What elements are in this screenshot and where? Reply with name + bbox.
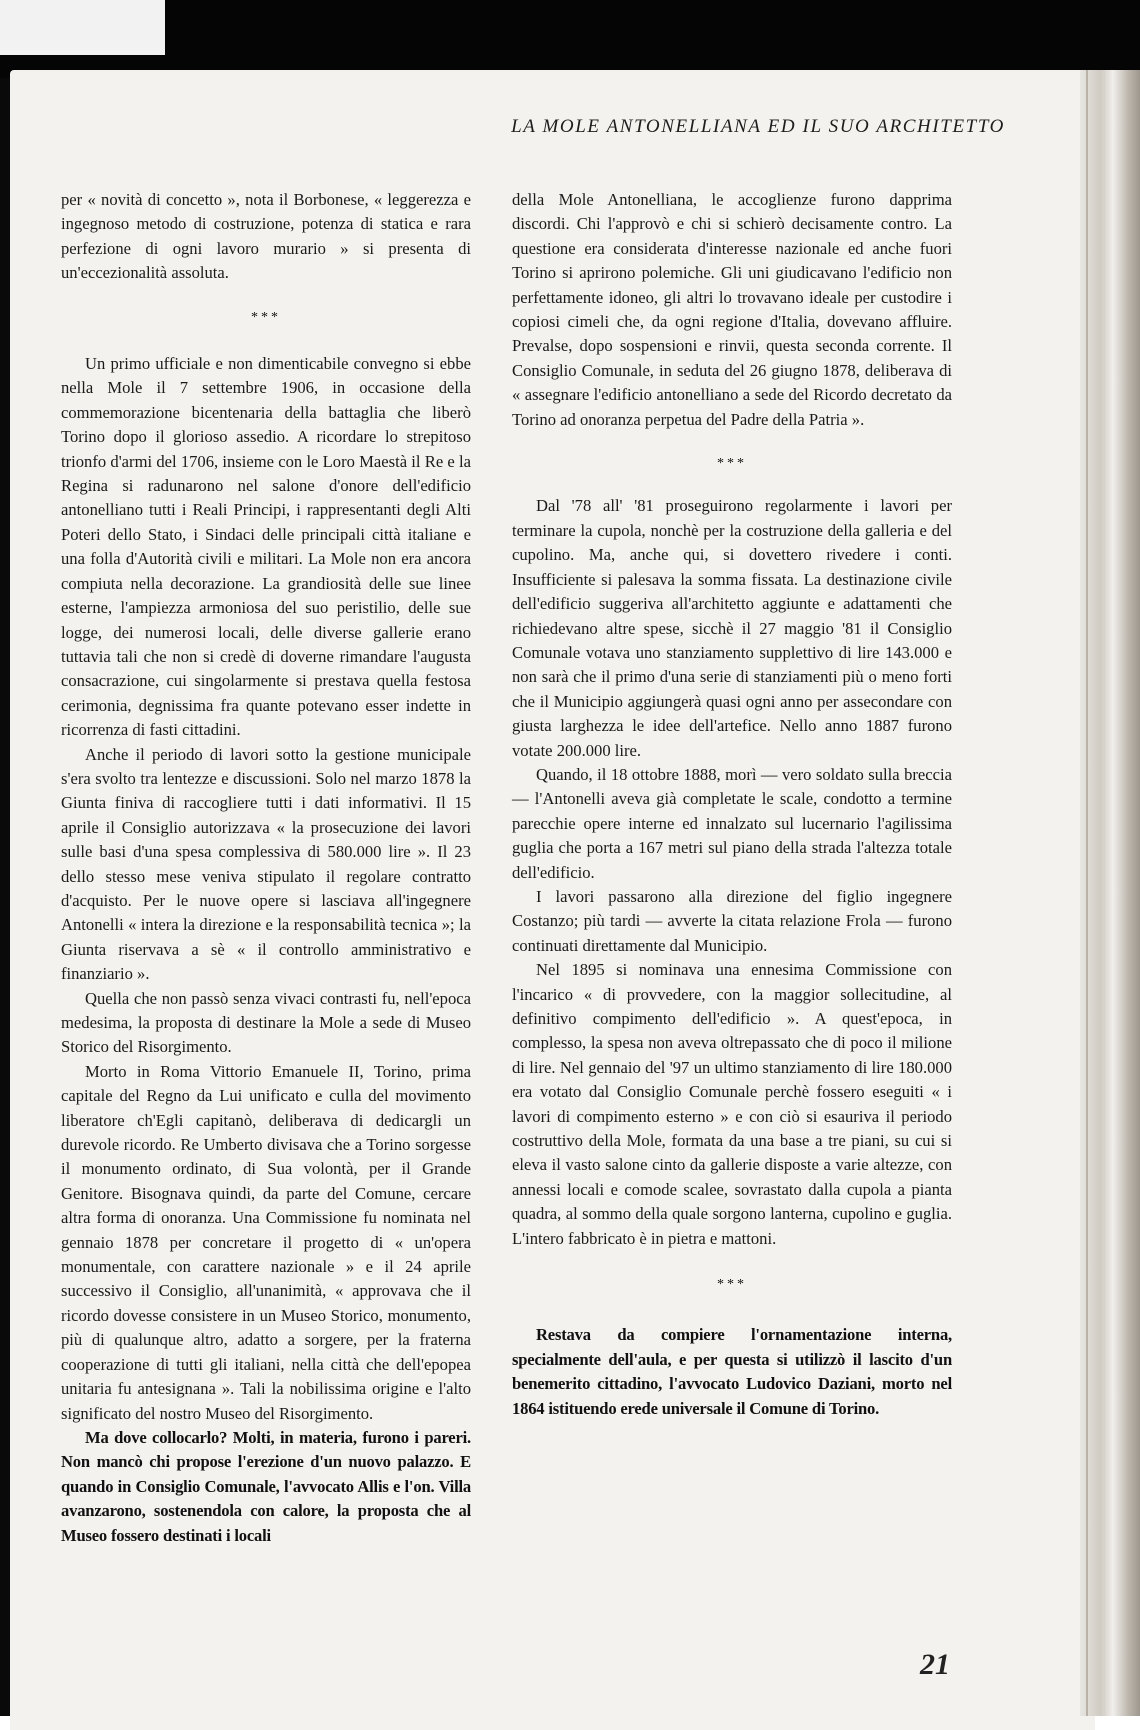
- paragraph: Quella che non passò senza vivaci contrasti fu, nell'epoca medesima, la proposta di destinare la Mole a sede di Museo Storico del Risorgimento.: [61, 988, 471, 1057]
- paragraph: Dal '78 all' '81 proseguirono regolarmente i lavori per terminare la cupola, nonchè per la costruzione della galleria e del cupolino. Ma, anche qui, si dovettero rivedere i conti. Insufficiente si palesava la somma fissata. La destinazione civile dell'edificio suggeriva all'architetto aggiunte e adattamenti che richiedevano altre spese, sicchè il 27 maggio '81 il Consiglio Comunale votava uno stanziamento supplettivo di lire 143.000 e non sarà che il primo d'una serie di stanziamenti più o meno forti che il Municipio aggiungerà quasi ogni anno per assecondare con giusta larghezza le idee dell'artefice. Nello anno 1887 furono votate 200.000 lire.: [512, 496, 952, 760]
- paragraph: Un primo ufficiale e non dimenticabile convegno si ebbe nella Mole il 7 settembre 1906, in occasione della commemorazione bicentenaria della battaglia che liberò Torino dopo il glorioso assedio. A ricordare lo strepitoso trionfo d'armi del 1706, insieme con le Loro Maestà il Re e la Regina si radunarono nel salone d'onore dell'edificio antonelliano tutti i Reali Principi, i rappresentanti degli Alti Poteri dello Stato, i Sindaci delle principali città italiane e una folla d'Autorità civili e militari. La Mole non era ancora compiuta nella decorazione. La grandiosità delle sue linee esterne, l'ampiezza armoniosa del suo peristilio, delle sue logge, dei numerosi locali, delle diverse gallerie erano tuttavia tali che non si credè di doverne rimandare l'augusta consacrazione, cui singolarmente si prestava quella festosa cerimonia, degnissima fra quante potevano esser indette in ricorrenza di fasti cittadini.: [61, 354, 471, 740]
- section-separator: ***: [717, 456, 747, 472]
- left-column: [61, 188, 471, 1548]
- scan-top-border: [0, 0, 1140, 78]
- scan-corner: [0, 0, 165, 55]
- paragraph: Restava da compiere l'ornamentazione interna, specialmente dell'aula, e per questa si utilizzò il lascito d'un benemerito cittadino, l'avvocato Ludovico Daziani, morto nel 1864 istituendo erede universale il Comune di Torino.: [512, 1325, 952, 1418]
- paragraph: della Mole Antonelliana, le accoglienze furono dapprima discordi. Chi l'approvò e chi si schierò decisamente contro. La questione era considerata d'interesse nazionale ed anche fuori Torino si aprirono polemiche. Gli uni giudicavano l'edificio non perfettamente idoneo, gli altri lo trovavano ideale per custodire i copiosi cimeli che, da ogni regione d'Italia, dovevano affluire. Prevalse, dopo sospensioni e rinvii, questa seconda corrente. Il Consiglio Comunale, in seduta del 26 giugno 1878, deliberava di « assegnare l'edificio antonelliano a sede del Ricordo decretato da Torino ad onoranza perpetua del Padre della Patria ».: [512, 190, 952, 429]
- book-spine-edge: [1080, 70, 1140, 1716]
- paragraph: Quando, il 18 ottobre 1888, morì — vero soldato sulla breccia — l'Antonelli aveva già completate le scale, condotto a termine parecchie opere interne ed innalzato sul lucernario l'agilissima guglia che porta a 167 metri sul piano della strada l'altezza totale dell'edificio.: [512, 764, 952, 882]
- paragraph: Morto in Roma Vittorio Emanuele II, Torino, prima capitale del Regno da Lui unificato e culla del movimento liberatore ch'Egli capitanò, deliberava di dedicargli un durevole ricordo. Re Umberto divisava che a Torino sorgesse il monumento ordinato, di Sua volontà, per il Grande Genitore. Bisognava quindi, da parte del Comune, cercare altra forma di onoranza. Una Commissione fu nominata nel gennaio 1878 per concretare il progetto di « un'opera monumentale, con carattere nazionale » e il 24 aprile successivo il Consiglio, all'unanimità, « approvava che il ricordo dovesse consistere in un Museo Storico, monumento, più di qualunque altro, adatto a sorgere, per la fraterna cooperazione di tutti gli italiani, nella città che dell'epopea unitaria fu antesignana ». Tali la nobilissima origine e l'alto significato del nostro Museo del Risorgimento.: [61, 1061, 471, 1423]
- page-number: 21: [920, 1648, 950, 1681]
- paragraph: per « novità di concetto », nota il Borbonese, « leggerezza e ingegnoso metodo di costruzione, potenza di statica e rara perfezione di ogni lavoro murario » si presenta di un'eccezionalità assoluta.: [61, 190, 471, 283]
- running-head: LA MOLE ANTONELLIANA ED IL SUO ARCHITETTO: [511, 116, 1005, 137]
- paragraph: Nel 1895 si nominava una ennesima Commissione con l'incarico « di provvedere, con la maggior sollecitudine, al definitivo compimento dell'edificio ». A quest'epoca, in complesso, la spesa non aveva oltrepassato che di poco il milione di lire. Nel gennaio del '97 un ultimo stanziamento di lire 180.000 era votato dal Consiglio Comunale perchè fossero eseguiti « i lavori di compimento esterno » e con ciò si esauriva il periodo costruttivo della Mole, formata da una base a tre piani, su cui si eleva il vasto salone cinto da gallerie disposte a varie altezze, con annessi locali e comode scalee, sovrastato dalla cupola a pianta quadra, al sommo della quale sorgono lanterna, cupolino e guglia. L'intero fabbricato è in pietra e mattoni.: [512, 960, 952, 1248]
- section-separator: ***: [717, 1277, 747, 1293]
- section-separator: ***: [251, 309, 281, 325]
- paragraph: Ma dove collocarlo? Molti, in materia, furono i pareri. Non mancò chi propose l'erezione d'un nuovo palazzo. E quando in Consiglio Comunale, l'avvocato Allis e l'on. Villa avanzarono, sostenendola con calore, la proposta che al Museo fossero destinati i locali: [61, 1427, 471, 1545]
- right-column: [512, 188, 952, 1421]
- paragraph: Anche il periodo di lavori sotto la gestione municipale s'era svolto tra lentezze e discussioni. Solo nel marzo 1878 la Giunta finiva di raccogliere tutti i dati informativi. Il 15 aprile il Consiglio autorizzava « la prosecuzione dei lavori sulle basi d'una spesa complessiva di 580.000 lire ». Il 23 dello stesso mese veniva stipulato il regolare contratto d'acquisto. Per le nuove opere si lasciava all'ingegnere Antonelli « intera la direzione e la responsabilità tecnica »; la Giunta riservava a sè « il controllo amministrativo e finanziario ».: [61, 744, 471, 984]
- paragraph: I lavori passarono alla direzione del figlio ingegnere Costanzo; più tardi — avverte la citata relazione Frola — furono continuati direttamente dal Municipio.: [512, 886, 952, 955]
